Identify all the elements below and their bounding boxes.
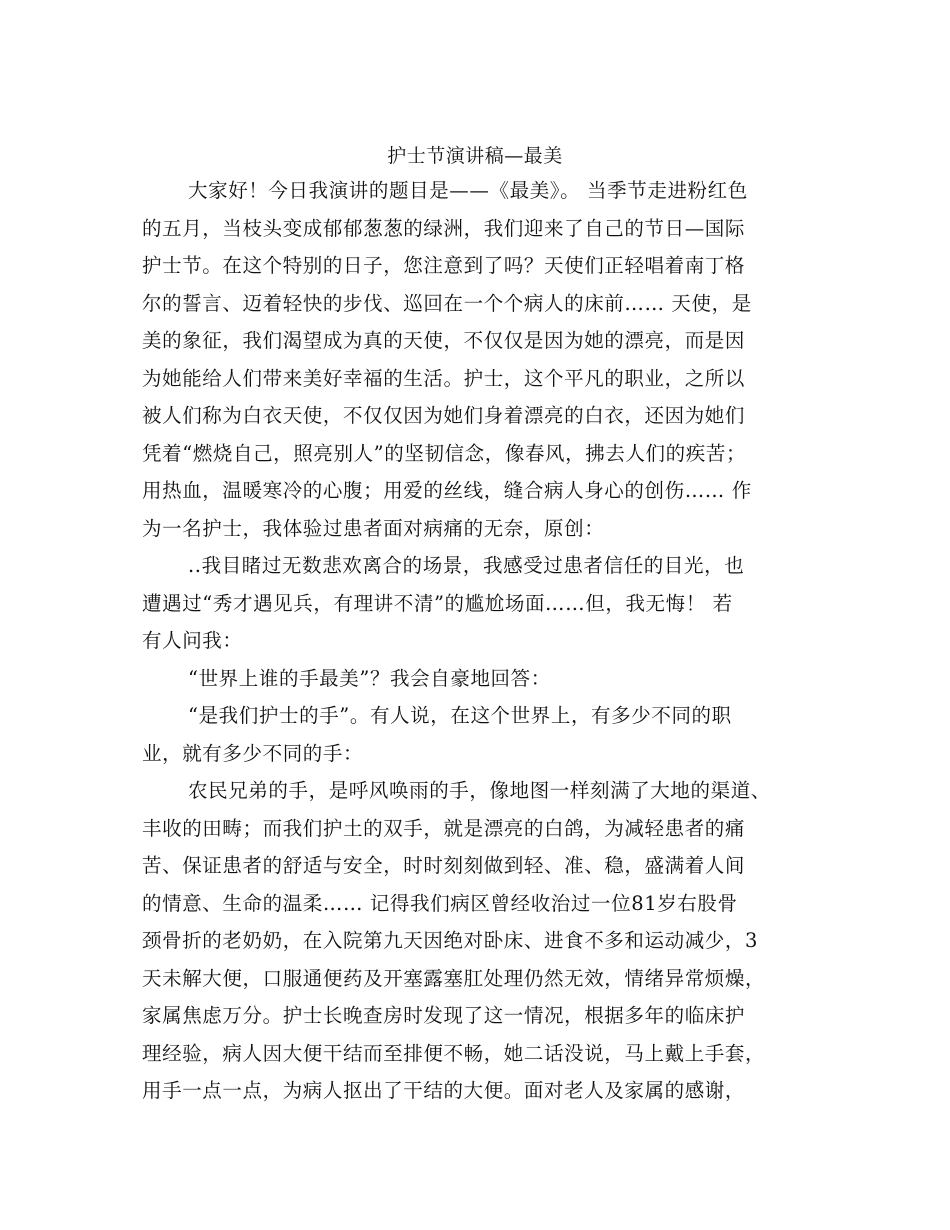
text-line: “世界上谁的手最美”？我会自豪地回答：	[188, 666, 551, 690]
text-line: 大家好！今日我演讲的题目是——《最美》。 当季节走进粉红色	[188, 179, 748, 202]
text-line: 尔的誓言、迈着轻快的步伐、巡回在一个个病人的床前…… 天使，是	[142, 291, 752, 315]
text-line: 家属焦虑万分。护士长晚查房时发现了这一情况，根据多年的临床护	[142, 1004, 746, 1027]
text-line: 的五月，当枝头变成郁郁葱葱的绿洲，我们迎来了自己的节日—国际	[142, 216, 746, 240]
text-line: 天未解大便，口服通便药及开塞露塞肛处理仍然无效，情绪异常烦燥，	[142, 966, 766, 990]
text-line: 用手一点一点，为病人抠出了干结的大便。面对老人及家属的感谢，	[142, 1079, 746, 1102]
text-line: 有人问我：	[142, 629, 243, 652]
text-line: 颈骨折的老奶奶，在入院第九天因绝对卧床、进食不多和运动减少，3	[142, 929, 759, 952]
text-line: 为她能给人们带来美好幸福的生活。护士，这个平凡的职业，之所以	[142, 366, 746, 390]
text-line: “是我们护士的手”。有人说，在这个世界上，有多少不同的职	[188, 704, 732, 727]
text-line: ..我目睹过无数悲欢离合的场景，我感受过患者信任的目光，也	[188, 554, 745, 577]
text-line: 丰收的田畴；而我们护土的双手，就是漂亮的白鸽，为减轻患者的痛	[142, 816, 746, 840]
text-line: 为一名护士，我体验过患者面对病痛的无奈，原创：	[142, 516, 605, 540]
text-line: 护士节。在这个特别的日子，您注意到了吗？天使们正轻唱着南丁格	[142, 254, 746, 277]
text-line: 被人们称为白衣天使，不仅仅因为她们身着漂亮的白衣，还因为她们	[142, 404, 746, 427]
text-line: 业，就有多少不同的手：	[142, 741, 364, 765]
document-body	[142, 172, 810, 1110]
document-title: 护士节演讲稿—最美	[387, 145, 563, 167]
text-line: 遭遇过“秀才遇见兵，有理讲不清”的尴尬场面……但，我无悔！ 若	[142, 591, 733, 615]
text-line: 苦、保证患者的舒适与安全，时时刻刻做到轻、准、稳，盛满着人间	[142, 854, 746, 877]
text-line: 的情意、生命的温柔…… 记得我们病区曾经收治过一位81岁右股骨	[142, 891, 738, 915]
text-line: 美的象征，我们渴望成为真的天使，不仅仅是因为她的漂亮，而是因	[142, 329, 746, 352]
text-line: 理经验，病人因大便干结而至排便不畅，她二话没说，马上戴上手套，	[142, 1041, 766, 1065]
text-line: 凭着“燃烧自己，照亮别人”的坚韧信念，像春风，拂去人们的疾苦；	[142, 441, 747, 465]
text-line: 用热血，温暖寒冷的心腹；用爱的丝线，缝合病人身心的创伤…… 作	[142, 479, 752, 502]
text-line: 农民兄弟的手，是呼风唤雨的手，像地图一样刻满了大地的渠道、	[188, 779, 771, 802]
